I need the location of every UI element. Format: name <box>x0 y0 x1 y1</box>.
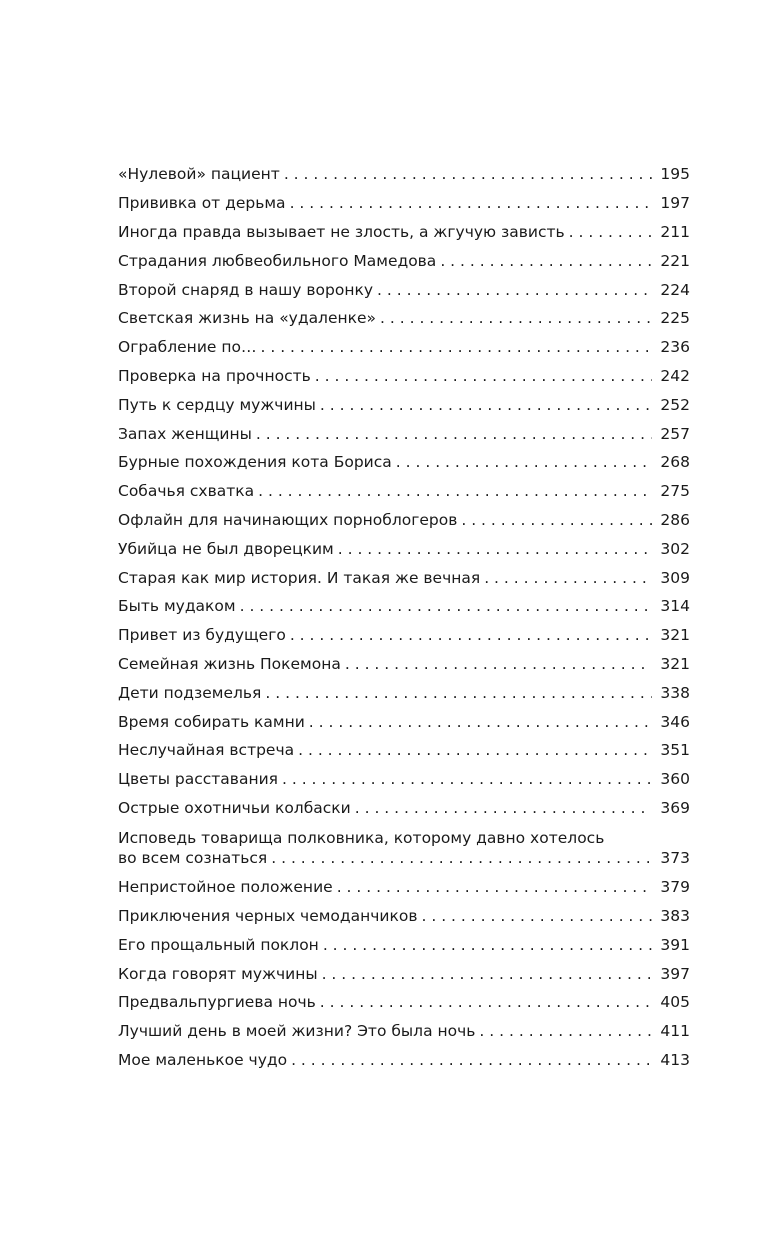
entry-title: Мое маленькое чудо <box>118 1050 288 1069</box>
page-number: 373 <box>660 849 690 868</box>
dot-leader <box>240 597 652 616</box>
dot-leader <box>484 569 652 588</box>
entry-title-line-2: во всем сознаться <box>118 849 268 868</box>
toc-entry <box>118 873 690 902</box>
page-number: 302 <box>660 539 690 558</box>
toc-entry <box>118 736 690 765</box>
dot-leader <box>338 540 652 559</box>
entry-title-line-1: Исповедь товарища полковника, которому давно хотелось <box>118 828 605 847</box>
dot-leader <box>315 367 652 386</box>
dot-leader <box>396 453 652 472</box>
page-number: 242 <box>660 367 690 385</box>
page-number: 236 <box>660 338 690 357</box>
dot-leader <box>461 511 652 530</box>
dot-leader <box>345 655 652 674</box>
dot-leader <box>284 165 652 184</box>
dot-leader <box>569 223 652 242</box>
page-number: 275 <box>660 482 690 501</box>
entry-title: Проверка на прочность <box>118 367 311 385</box>
page-number: 286 <box>660 510 690 529</box>
page-number: 268 <box>660 453 690 472</box>
dot-leader <box>355 799 652 818</box>
toc-entry <box>118 930 690 959</box>
dot-leader <box>256 425 652 444</box>
page-number: 383 <box>660 906 690 925</box>
toc-entry <box>118 988 690 1017</box>
toc-entry <box>118 678 690 707</box>
entry-title: Иногда правда вызывает не злость, а жгучую зависть <box>118 223 565 242</box>
entry-title: Собачья схватка <box>118 482 255 501</box>
page-number: 379 <box>660 878 690 897</box>
toc-entry <box>118 304 690 333</box>
table-of-contents <box>118 160 690 1074</box>
toc-entry <box>118 902 690 931</box>
page-number: 321 <box>660 654 690 673</box>
page-number: 391 <box>660 935 690 954</box>
page-number: 346 <box>660 712 690 731</box>
entry-title: Светская жизнь на «удаленке» <box>118 309 377 328</box>
toc-entry <box>118 362 690 391</box>
entry-title: Старая как мир история. И такая же вечная <box>118 568 481 587</box>
page-number: 195 <box>660 165 690 184</box>
toc-entry <box>118 448 690 477</box>
page-number: 338 <box>660 683 690 702</box>
entry-title: Страдания любвеобильного Мамедова <box>118 251 437 270</box>
entry-title: Путь к сердцу мужчины <box>118 395 316 414</box>
dot-leader <box>421 907 652 926</box>
page-number: 413 <box>660 1050 690 1069</box>
dot-leader <box>440 252 652 271</box>
entry-title: Второй снаряд в нашу воронку <box>118 280 374 299</box>
entry-title: Время собирать камни <box>118 712 305 731</box>
toc-entry <box>118 477 690 506</box>
entry-title: Непристойное положение <box>118 878 333 897</box>
page-number: 252 <box>660 395 690 414</box>
entry-title: Когда говорят мужчины <box>118 964 318 983</box>
toc-entry <box>118 621 690 650</box>
entry-title: Предвальпургиева ночь <box>118 993 316 1012</box>
page-number: 314 <box>660 597 690 616</box>
toc-entry <box>118 1017 690 1046</box>
page-number: 360 <box>660 770 690 789</box>
page-number: 405 <box>660 993 690 1012</box>
toc-entry <box>118 650 690 679</box>
entry-title: Офлайн для начинающих порноблогеров <box>118 510 458 529</box>
dot-leader <box>291 1051 652 1070</box>
dot-leader <box>265 684 652 703</box>
entry-title: Его прощальный поклон <box>118 935 319 954</box>
dot-leader <box>380 309 652 328</box>
entry-second-line <box>118 849 690 868</box>
dot-leader <box>479 1022 652 1041</box>
page-number: 224 <box>660 280 690 299</box>
entry-title: Привет из будущего <box>118 626 286 645</box>
dot-leader <box>271 849 652 868</box>
entry-title: Ограбление по… <box>118 338 257 357</box>
dot-leader <box>322 965 652 984</box>
entry-title: Быть мудаком <box>118 597 236 616</box>
toc-entry <box>118 794 690 823</box>
toc-entry <box>118 707 690 736</box>
toc-entry <box>118 390 690 419</box>
entry-title: Дети подземелья <box>118 683 262 702</box>
toc-entry <box>118 506 690 535</box>
page-number: 351 <box>660 741 690 760</box>
page-number: 411 <box>660 1022 690 1041</box>
entry-title: Острые охотничьи колбаски <box>118 798 351 817</box>
entry-title: Семейная жизнь Покемона <box>118 654 341 673</box>
dot-leader <box>323 936 652 955</box>
dot-leader <box>290 626 652 645</box>
toc-entry <box>118 275 690 304</box>
toc-entry <box>118 563 690 592</box>
page-number: 225 <box>660 309 690 328</box>
toc-entry <box>118 160 690 189</box>
page-number: 309 <box>660 568 690 587</box>
dot-leader <box>258 482 652 501</box>
dot-leader <box>260 338 652 357</box>
dot-leader <box>377 281 652 300</box>
page-number: 397 <box>660 964 690 983</box>
entry-title: Бурные похождения кота Бориса <box>118 453 392 472</box>
dot-leader <box>298 741 652 760</box>
entry-title: Цветы расставания <box>118 770 278 789</box>
toc-entry <box>118 189 690 218</box>
entry-title: «Нулевой» пациент <box>118 165 280 184</box>
toc-entry <box>118 765 690 794</box>
toc-entry <box>118 822 690 872</box>
entry-title: Лучший день в моей жизни? Это была ночь <box>118 1022 476 1041</box>
page-number: 369 <box>660 798 690 817</box>
page-number: 221 <box>660 251 690 270</box>
dot-leader <box>320 993 652 1012</box>
entry-title: Прививка от дерьма <box>118 194 286 213</box>
entry-title: Неслучайная встреча <box>118 741 295 760</box>
dot-leader <box>337 878 652 897</box>
toc-entry <box>118 333 690 362</box>
page-number: 257 <box>660 424 690 443</box>
toc-entry <box>118 959 690 988</box>
toc-entry <box>118 419 690 448</box>
page-number: 321 <box>660 626 690 645</box>
toc-entry <box>118 246 690 275</box>
entry-title: Запах женщины <box>118 424 252 443</box>
page-number: 197 <box>660 194 690 213</box>
dot-leader <box>320 396 652 415</box>
page-number: 211 <box>660 223 690 242</box>
dot-leader <box>290 194 652 213</box>
toc-entry <box>118 534 690 563</box>
toc-entry <box>118 592 690 621</box>
dot-leader <box>282 770 652 789</box>
toc-entry <box>118 1046 690 1075</box>
entry-title: Приключения черных чемоданчиков <box>118 906 418 925</box>
toc-entry <box>118 218 690 247</box>
entry-title: Убийца не был дворецким <box>118 539 334 558</box>
dot-leader <box>309 713 652 732</box>
